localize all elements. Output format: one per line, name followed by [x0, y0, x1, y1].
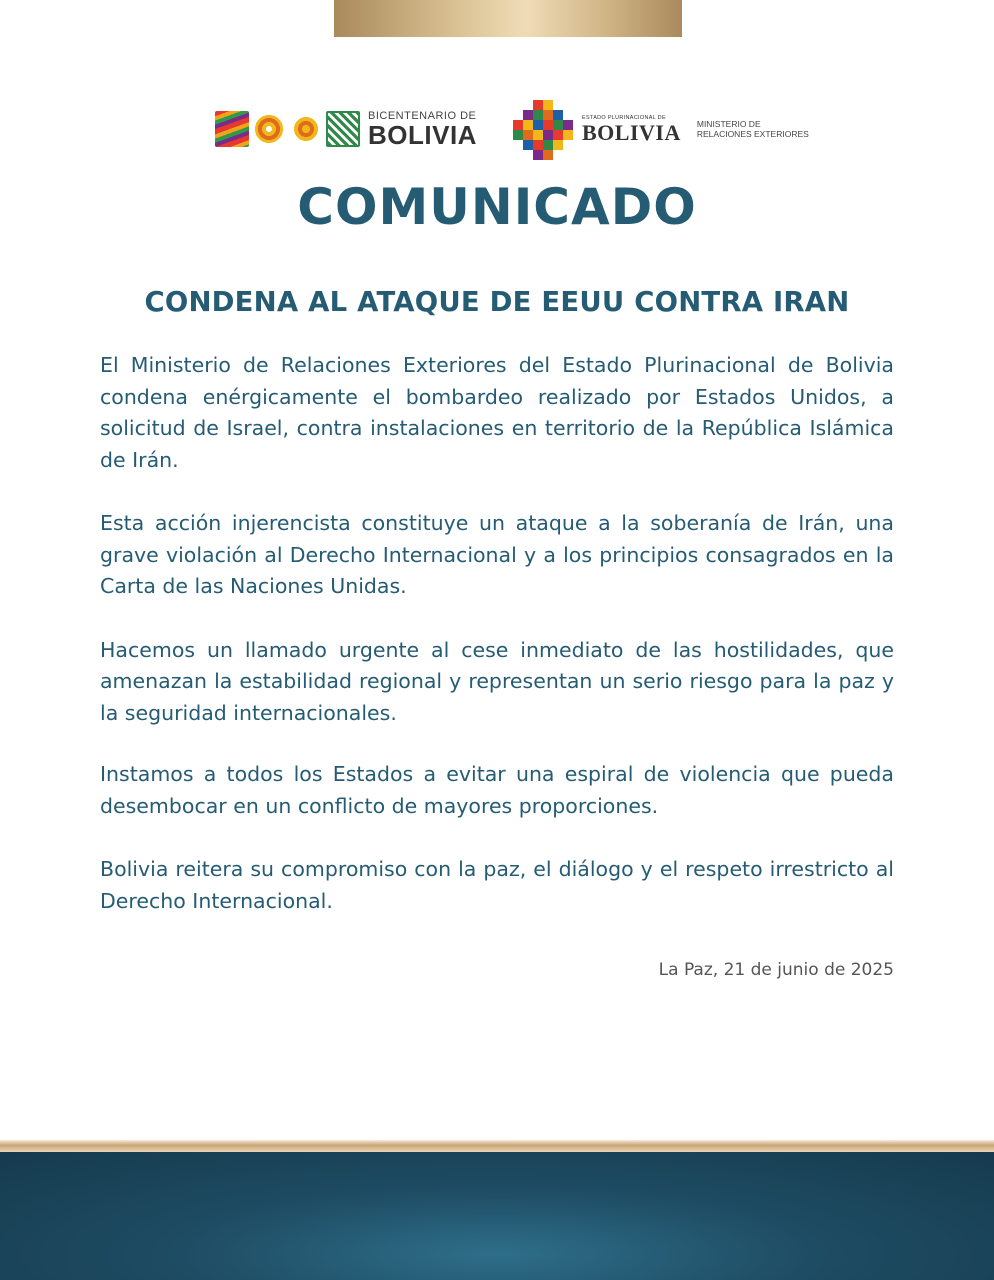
estado-big-text: BOLIVIA: [582, 119, 681, 145]
bicentenario-logo: [215, 110, 477, 148]
ministerio-label: [697, 120, 809, 140]
paragraph-1: El Ministerio de Relaciones Exteriores del Estado Plurinacional de Bolivia condena enérgicamente el bombardeo realizado por Estados Unidos, a solicitud de Israel, contra instalaciones en territorio de la República Islámica de Irán.: [100, 353, 894, 472]
footer-band: [0, 1152, 994, 1280]
date-line: La Paz, 21 de junio de 2025: [658, 960, 894, 980]
ministerio-line-2: RELACIONES EXTERIORES: [696, 129, 809, 139]
top-gold-banner: [334, 0, 682, 37]
paragraph-4: Instamos a todos los Estados a evitar una espiral de violencia que pueda desembocar en un conflicto de mayores proporciones.: [100, 762, 894, 818]
estado-small-text: ESTADO PLURINACIONAL DE: [582, 115, 666, 122]
ministerio-line-1: MINISTERIO DE: [696, 119, 761, 130]
page-subtitle: CONDENA AL ATAQUE DE EEUU CONTRA IRAN: [144, 286, 850, 318]
bicentenario-small-text: BICENTENARIO DE: [368, 109, 477, 122]
bicentenario-emblem-icon: [215, 111, 360, 147]
gold-divider: [0, 1140, 994, 1152]
communique-body: [100, 350, 894, 949]
paragraph-3: Hacemos un llamado urgente al cese inmediato de las hostilidades, que amenazan la estabilidad regional y representan un serio riesgo para la paz y la seguridad internacionales.: [100, 637, 894, 725]
chakana-emblem-icon: [512, 100, 574, 160]
estado-plurinacional-logo: [512, 100, 809, 160]
page-title: COMUNICADO: [297, 178, 697, 236]
header-logos: [0, 100, 994, 160]
paragraph-2: Esta acción injerencista constituye un ataque a la soberanía de Irán, una grave violación al Derecho Internacional y a los principios consagrados en la Carta de las Naciones Unidas.: [100, 511, 894, 598]
paragraph-5: Bolivia reitera su compromiso con la paz, el diálogo y el respeto irrestricto al Derecho Internacional.: [100, 857, 894, 913]
bicentenario-big-text: BOLIVIA: [368, 119, 477, 150]
